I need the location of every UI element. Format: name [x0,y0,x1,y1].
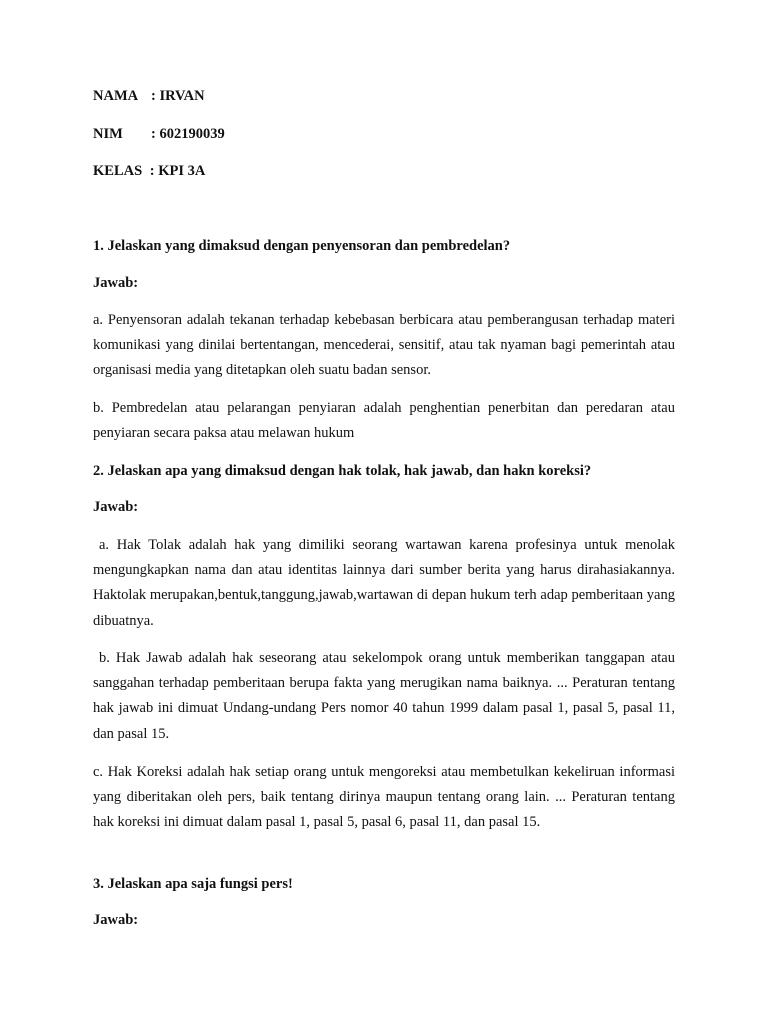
nama-label: NAMA [93,88,139,104]
nama-value: : IRVAN [151,88,205,104]
kelas-value: : KPI 3A [149,163,206,179]
kelas-label: KELAS [93,163,143,179]
kelas-row [93,163,205,180]
answer-2b: b. Hak Jawab adalah hak seseorang atau sekelompok orang untuk memberikan tanggapan atau sanggahan terhadap pemberitaan berupa fakta yang merugikan nama baiknya. ... Peraturan tentang hak jawab ini dimuat Undang-undang Pers nomor 40 tahun 1999 dalam pasal 1, pasal 5, pasal 11, dan pasal 15. [93,650,675,742]
answer-2a: a. Hak Tolak adalah hak yang dimiliki seorang wartawan karena profesinya untuk menolak mengungkapkan nama dan atau identitas lainnya dari sumber berita yang harus dirahasiakannya. Haktolak merupakan,bentuk,tanggung,jawab,wartawan di depan hukum terh adap pemberitaan yang dibuatnya. [93,537,675,629]
question-3: 3. Jelaskan apa saja fungsi pers! [93,876,293,892]
nim-value: : 602190039 [151,126,225,142]
answer-label-1: Jawab: [93,275,139,291]
nim-label: NIM [93,126,123,142]
answer-label-2: Jawab: [93,499,139,515]
nim-row [93,126,225,143]
question-1: 1. Jelaskan yang dimaksud dengan penyensoran dan pembredelan? [93,238,511,254]
answer-label-3: Jawab: [93,912,139,928]
nama-row [93,88,205,105]
question-2: 2. Jelaskan apa yang dimaksud dengan hak tolak, hak jawab, dan hakn koreksi? [93,463,592,479]
answer-1a: a. Penyensoran adalah tekanan terhadap kebebasan berbicara atau pemberangusan terhadap materi komunikasi yang dinilai bertentangan, mencederai, sensitif, atau tak nyaman bagi pemerintah atau organisasi media yang ditetapkan oleh suatu badan sensor. [93,312,675,379]
answer-1b: b. Pembredelan atau pelarangan penyiaran adalah penghentian penerbitan dan peredaran atau penyiaran secara paksa atau melawan hukum [93,400,675,442]
answer-2c: c. Hak Koreksi adalah hak setiap orang untuk mengoreksi atau membetulkan kekeliruan informasi yang diberitakan oleh pers, baik tentang dirinya maupun tentang orang lain. ... Peraturan tentang hak koreksi ini dimuat dalam pasal 1, pasal 5, pasal 6, pasal 11, dan pasal 15. [93,764,675,831]
